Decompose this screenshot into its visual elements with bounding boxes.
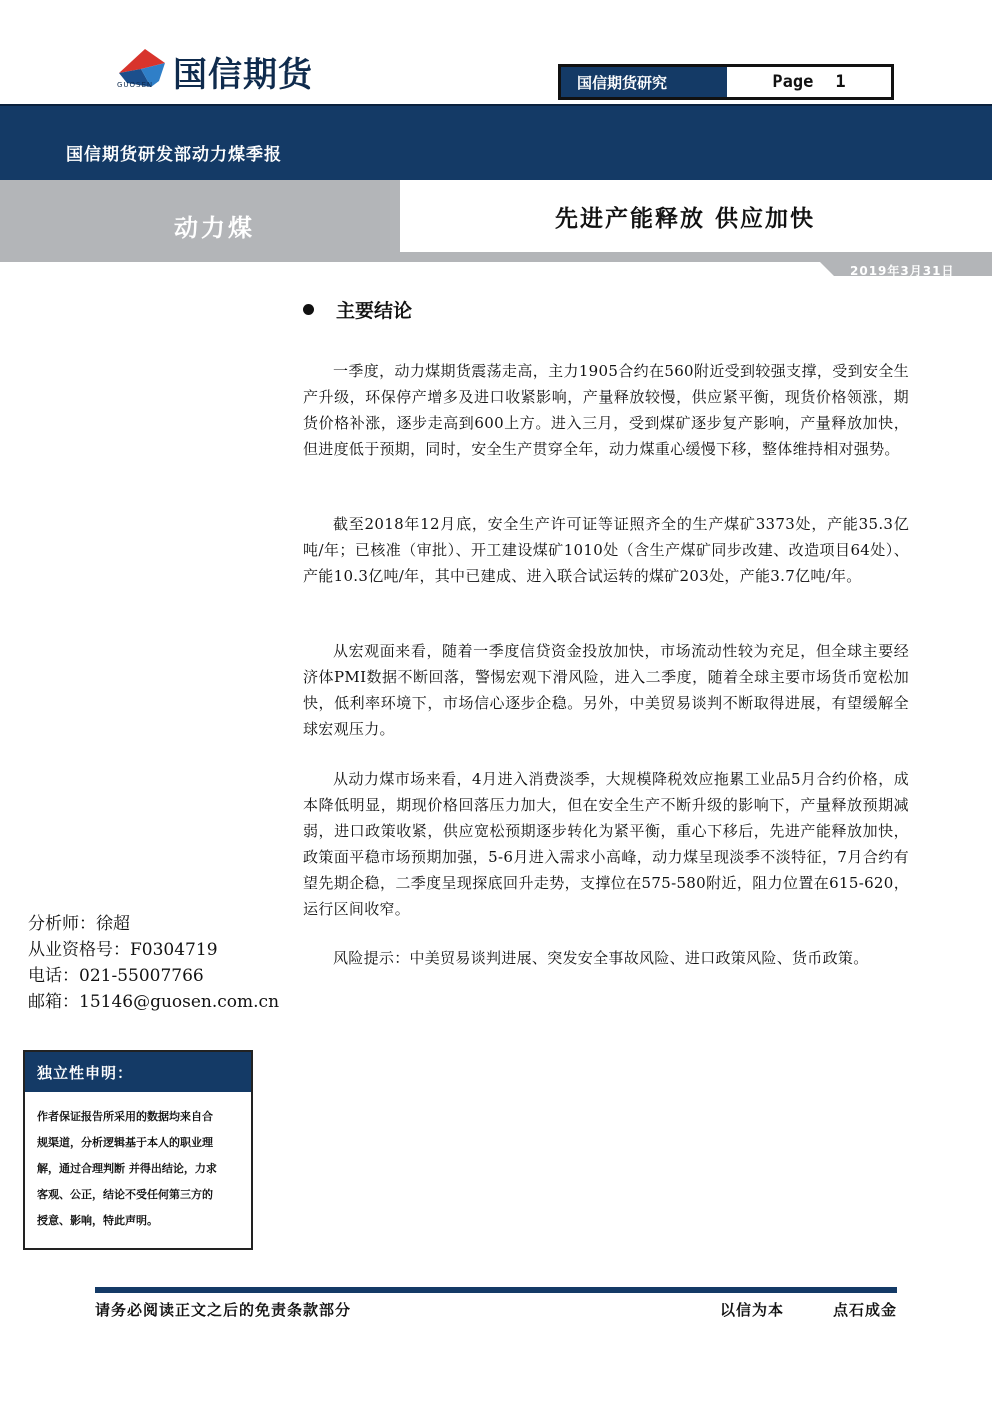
declaration-line: 解，通过合理判断 并得出结论，力求	[37, 1162, 217, 1175]
page-number: 1	[835, 72, 846, 92]
analyst-info	[28, 911, 279, 1015]
declaration-line: 客观、公正，结论不受任何第三方的	[37, 1188, 213, 1201]
footer-rule	[95, 1287, 897, 1293]
report-series-title: 国信期货研发部动力煤季报	[66, 145, 282, 165]
logo-subtext: GUOSEN	[117, 81, 154, 89]
category-band	[0, 180, 400, 262]
research-label: 国信期货研究	[561, 67, 727, 97]
paragraph-capacity: 截至2018年12月底，安全生产许可证等证照齐全的生产煤矿3373处，产能35.3亿吨/年；已核准（审批）、开工建设煤矿1010处（含生产煤矿同步改建、改造项目64处）、产能10.3亿吨/年，其中已建成、进入联合试运转的煤矿203处，产能3.7亿吨/年。	[303, 515, 909, 585]
report-headline: 先进产能释放 供应加快	[554, 205, 815, 232]
page-indicator	[727, 67, 891, 97]
logo-wordmark: 国信期货	[173, 55, 313, 95]
motto-2: 点石成金	[832, 1301, 897, 1319]
analyst-phone: 电话：021-55007766	[28, 966, 204, 986]
company-logo	[115, 45, 355, 95]
paragraph-market: 从动力煤市场来看，4月进入消费淡季，大规模降税效应拖累工业品5月合约价格，成本降低明显，期现价格回落压力加大，但在安全生产不断升级的影响下，产量释放预期减弱，进口政策收紧，供应宽松预期逐步转化为紧平衡，重心下移后，先进产能释放加快，政策面平稳市场预期加强，5-6月进入需求小高峰，动力煤呈现淡季不淡特征，7月合约有望先期企稳，二季度呈现探底回升走势，支撑位在575-580附近，阻力位置在615-620，运行区间收窄。	[303, 770, 909, 918]
section-heading	[303, 296, 412, 323]
declaration-line: 规渠道，分析逻辑基于本人的职业理	[37, 1136, 213, 1149]
declaration-title: 独立性申明：	[25, 1052, 251, 1092]
report-date: 2019年3月31日	[850, 264, 955, 278]
analyst-email[interactable]: 邮箱：15146@guosen.com.cn	[28, 992, 280, 1012]
paragraph-summary: 一季度，动力煤期货震荡走高，主力1905合约在560附近受到较强支撑，受到安全生产升级，环保停产增多及进口收紧影响，产量释放较慢，供应紧平衡，现货价格领涨，期货价格补涨，逐步走高到600上方。进入三月，受到煤矿逐步复产影响，产量释放加快，但进度低于预期，同时，安全生产贯穿全年，动力煤重心缓慢下移，整体维持相对强势。	[303, 362, 909, 458]
declaration-body	[25, 1092, 251, 1234]
category-label: 动力煤	[174, 214, 255, 242]
header-page-box	[558, 64, 894, 100]
page-label: Page	[772, 72, 814, 92]
gray-strip	[400, 252, 992, 262]
report-series-band	[0, 104, 992, 180]
footer-motto	[720, 1299, 897, 1320]
date-tab	[820, 262, 992, 276]
section-title: 主要结论	[336, 300, 413, 322]
motto-1: 以信为本	[720, 1301, 785, 1319]
independence-declaration	[23, 1050, 253, 1250]
bullet-icon	[303, 304, 314, 315]
analyst-license: 从业资格号：F0304719	[28, 940, 218, 960]
declaration-line: 授意、影响，特此声明。	[37, 1214, 158, 1227]
paragraph-risk: 风险提示：中美贸易谈判进展、突发安全事故风险、进口政策风险、货币政策。	[333, 949, 869, 967]
declaration-line: 作者保证报告所采用的数据均来自合	[37, 1110, 213, 1123]
disclaimer-link[interactable]: 请务必阅读正文之后的免责条款部分	[95, 1301, 352, 1319]
analyst-name: 分析师：徐超	[28, 914, 130, 934]
paragraph-macro: 从宏观面来看，随着一季度信贷资金投放加快，市场流动性较为充足，但全球主要经济体PMI数据不断回落，警惕宏观下滑风险，进入二季度，随着全球主要市场货币宽松加快，低利率环境下，市场信心逐步企稳。另外，中美贸易谈判不断取得进展，有望缓解全球宏观压力。	[303, 642, 909, 738]
